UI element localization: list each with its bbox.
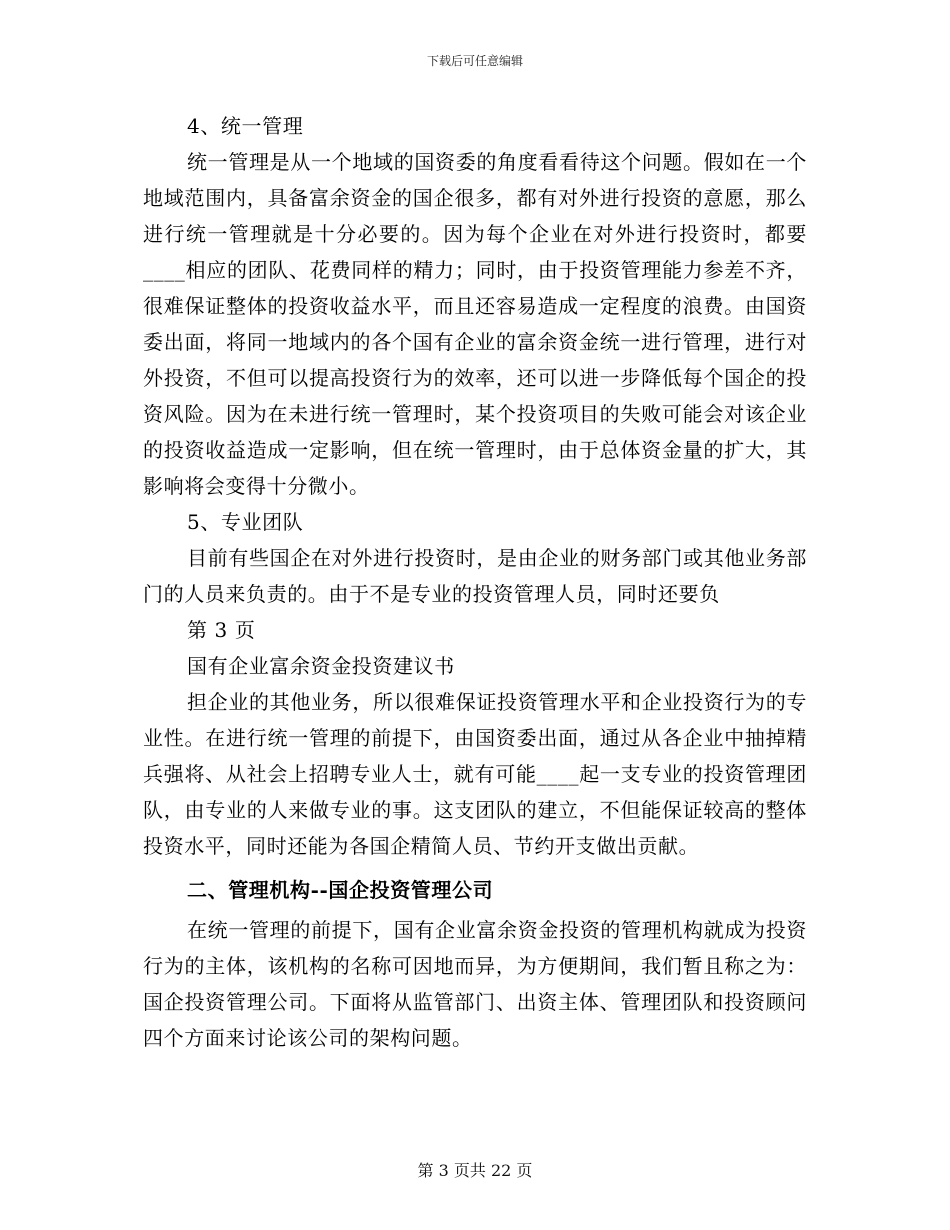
page-footer: 第 3 页共 22 页 <box>417 1161 533 1180</box>
section-heading-management-org: 二、管理机构--国企投资管理公司 <box>187 878 494 902</box>
paragraph-professional-team-part2: 担企业的其他业务，所以很难保证投资管理水平和企业投资行为的专业性。在进行统一管理的前提下，由国资委出面，通过从各企业中抽掉精兵强将、从社会上招聘专业人士，就有可能____起一支专业的投资管理团队，由专业的人来做专业的事。这支团队的建立，不但能保证较高的整体投资水平，同时还能为各国企精简人员、节约开支做出贡献。 <box>143 690 807 858</box>
document-body <box>143 108 807 1056</box>
paragraph-management-org: 在统一管理的前提下，国有企业富余资金投资的管理机构就成为投资行为的主体，该机构的名称可因地而异，为方便期间，我们暂且称之为：国企投资管理公司。下面将从监管部门、出资主体、管理团队和投资顾问四个方面来讨论该公司的架构问题。 <box>143 918 807 1050</box>
paragraph-professional-team-part1: 目前有些国企在对外进行投资时，是由企业的财务部门或其他业务部门的人员来负责的。由于不是专业的投资管理人员，同时还要负 <box>143 546 807 606</box>
subheading-professional-team: 5、专业团队 <box>187 510 304 534</box>
subheading-unified-management: 4、统一管理 <box>187 114 304 138</box>
paragraph-unified-management: 统一管理是从一个地域的国资委的角度看看待这个问题。假如在一个地域范围内，具备富余资金的国企很多，都有对外进行投资的意愿，那么进行统一管理就是十分必要的。因为每个企业在对外进行投资时，都要____相应的团队、花费同样的精力；同时，由于投资管理能力参差不齐，很难保证整体的投资收益水平，而且还容易造成一定程度的浪费。由国资委出面，将同一地域内的各个国有企业的富余资金统一进行管理，进行对外投资，不但可以提高投资行为的效率，还可以进一步降低每个国企的投资风险。因为在未进行统一管理时，某个投资项目的失败可能会对该企业的投资收益造成一定影响，但在统一管理时，由于总体资金量的扩大，其影响将会变得十分微小。 <box>143 150 807 498</box>
page-header: 下载后可任意编辑 <box>426 54 523 68</box>
inline-document-title: 国有企业富余资金投资建议书 <box>187 654 455 678</box>
inline-page-marker: 第 3 页 <box>187 618 256 642</box>
